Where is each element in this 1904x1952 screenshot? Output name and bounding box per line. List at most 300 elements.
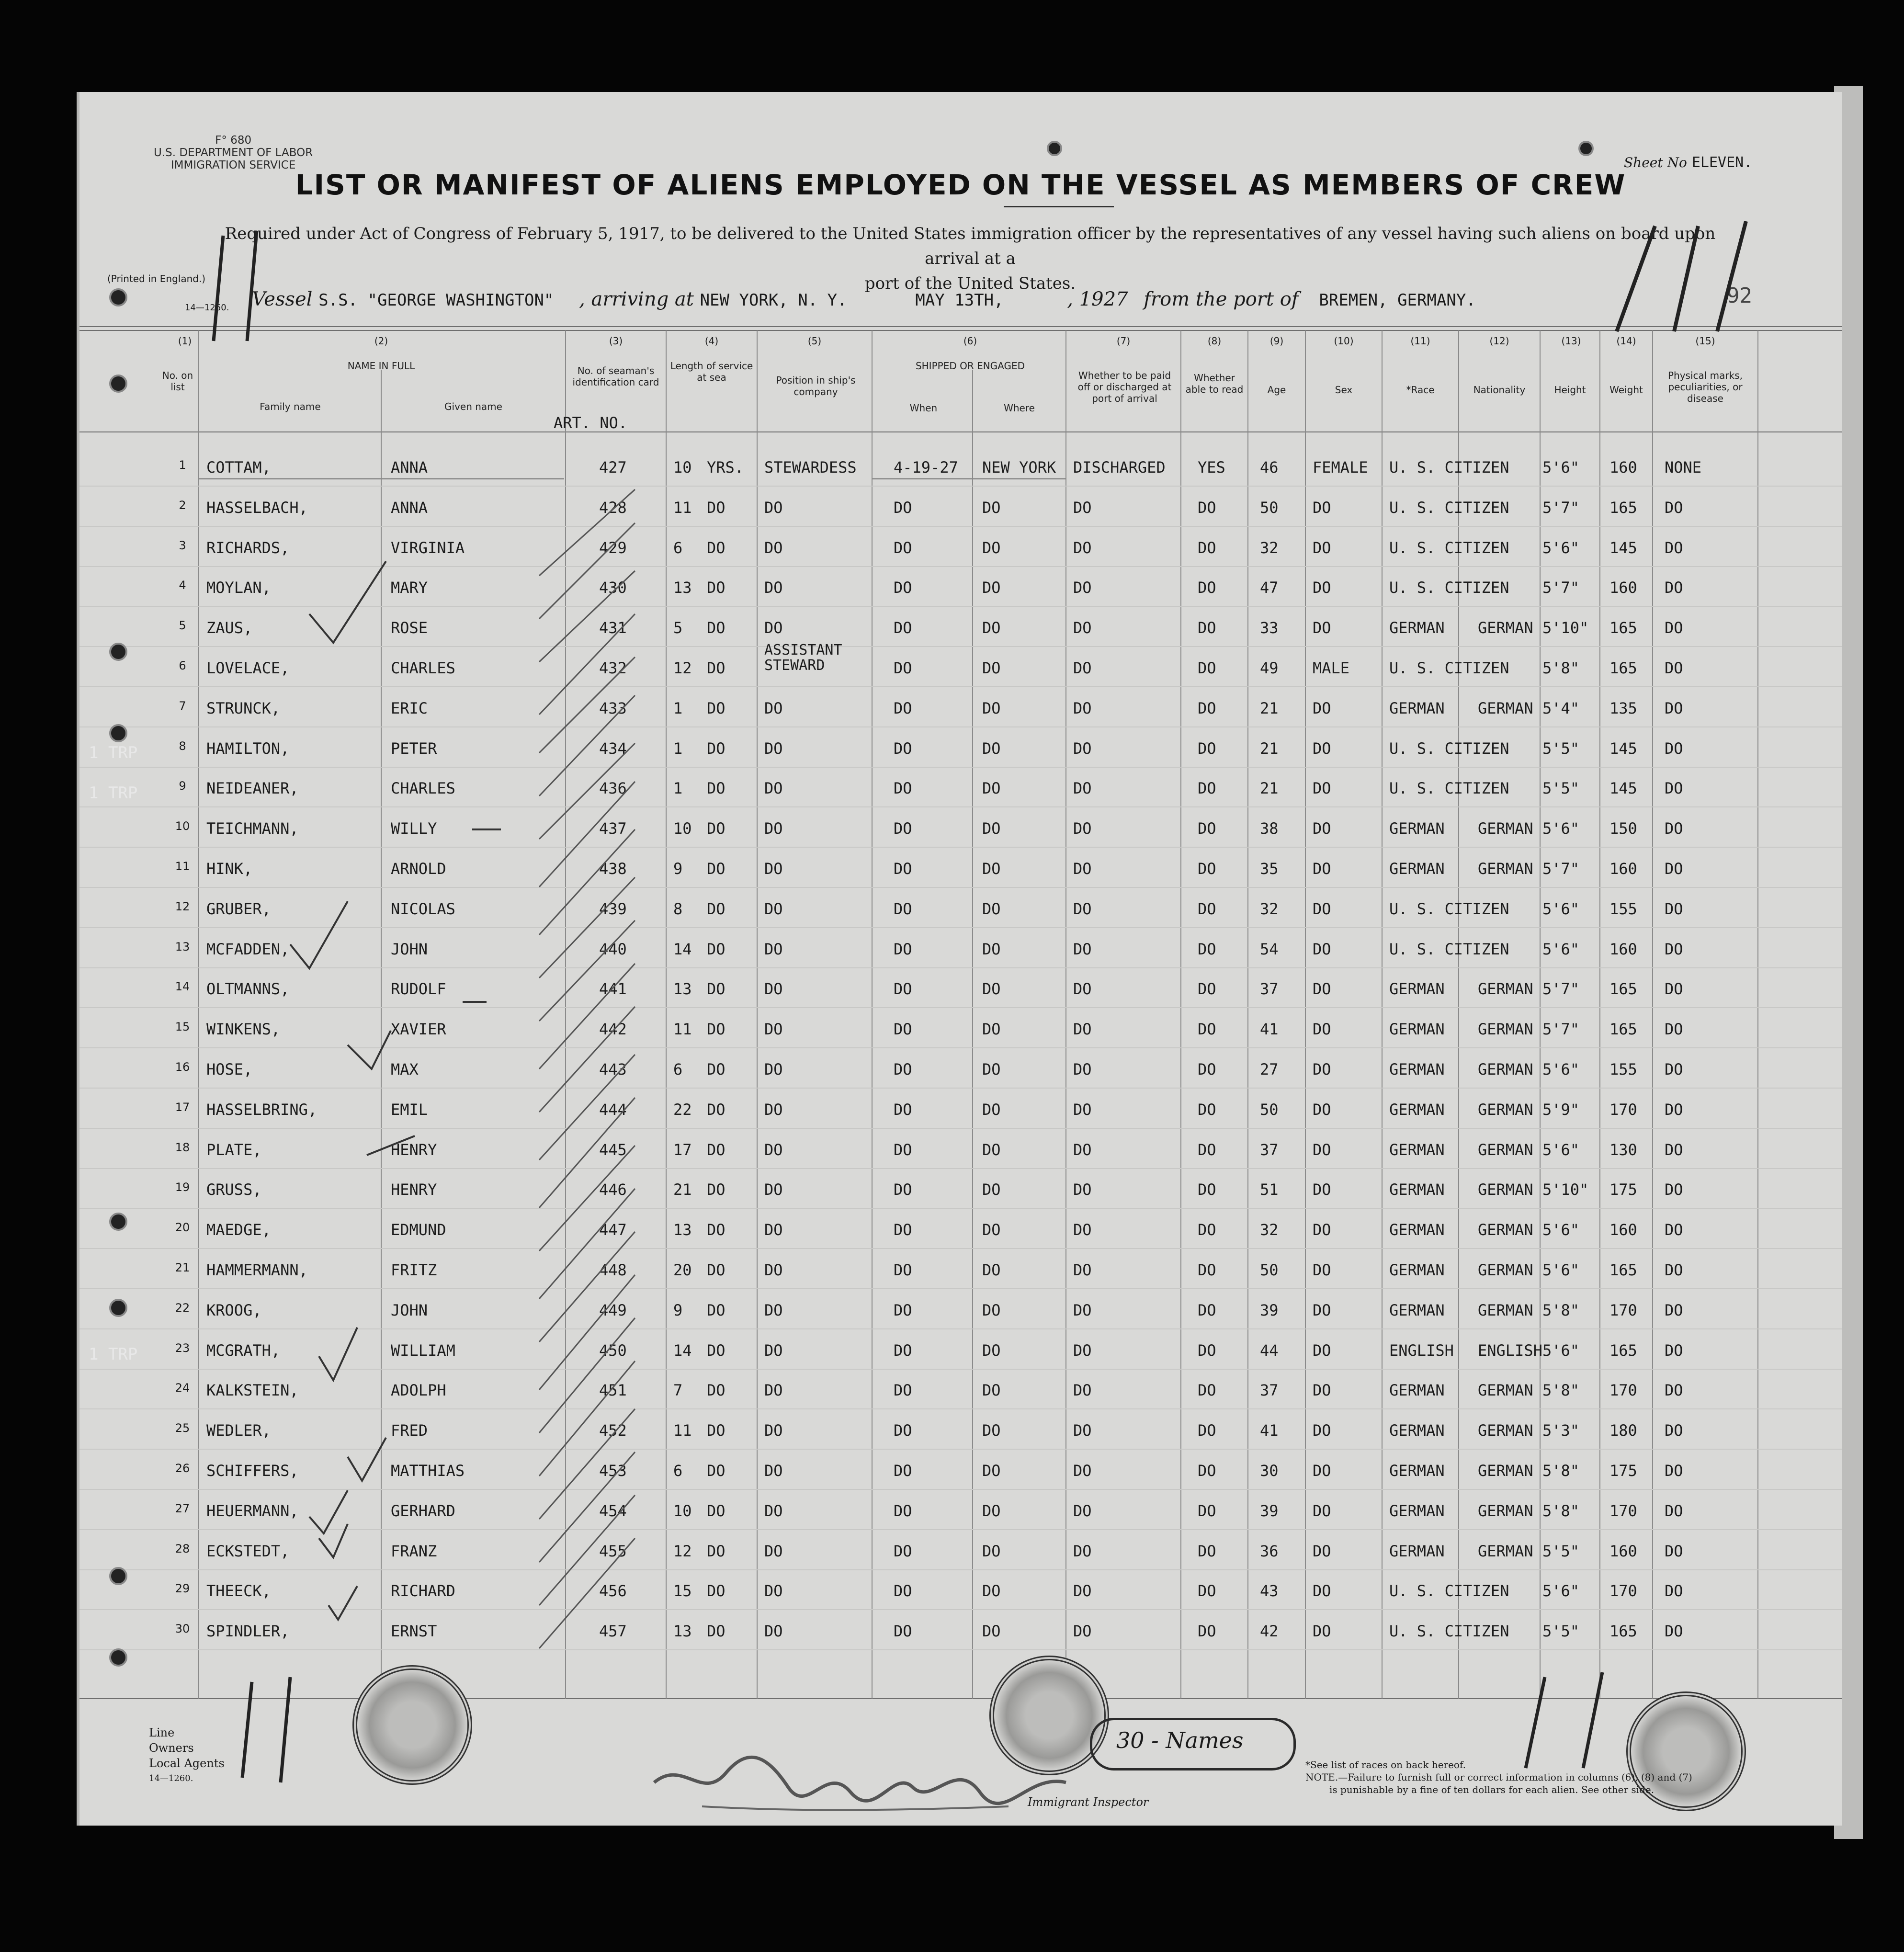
weight: 175 xyxy=(1609,1180,1637,1199)
paid-off: DO xyxy=(1073,1501,1092,1520)
height: 5'8" xyxy=(1542,1462,1580,1480)
shipped-where: DO xyxy=(982,1261,1001,1279)
age: 21 xyxy=(1260,699,1279,717)
position: DO xyxy=(764,498,783,517)
able-to-read: DO xyxy=(1198,1100,1216,1119)
service-length: 17 xyxy=(673,1140,692,1159)
shipped-where: DO xyxy=(982,538,1001,557)
shipped-where: DO xyxy=(982,1221,1001,1239)
physical-marks: DO xyxy=(1665,1421,1683,1440)
service-length: 9 xyxy=(673,860,683,878)
id-card-number: 443 xyxy=(599,1060,627,1078)
given-name: JOHN xyxy=(391,940,428,958)
row-number: 13 xyxy=(175,940,190,953)
col-num-11: (11) xyxy=(1410,335,1430,347)
sex: DO xyxy=(1313,1542,1331,1560)
sex: DO xyxy=(1313,1341,1331,1360)
given-name: ADOLPH xyxy=(391,1381,446,1400)
shipped-where: DO xyxy=(982,1100,1001,1119)
shipped-where: DO xyxy=(982,1341,1001,1360)
department-name: U.S. DEPARTMENT OF LABOR xyxy=(154,147,313,159)
race: GERMAN xyxy=(1389,1261,1445,1279)
physical-marks: DO xyxy=(1665,1020,1683,1039)
col-num-1: (1) xyxy=(178,335,192,347)
physical-marks: DO xyxy=(1665,940,1683,958)
sex: DO xyxy=(1313,860,1331,878)
service-unit: DO xyxy=(707,1421,725,1440)
family-name: HASSELBACH, xyxy=(206,498,308,517)
service-unit: DO xyxy=(707,699,725,717)
paid-off: DO xyxy=(1073,1301,1092,1319)
shipped-where: DO xyxy=(982,1622,1001,1641)
able-to-read: DO xyxy=(1198,619,1216,637)
physical-marks: DO xyxy=(1665,739,1683,758)
family-name: NEIDEANER, xyxy=(206,779,299,798)
race: GERMAN xyxy=(1389,1060,1445,1078)
row-number: 25 xyxy=(175,1421,190,1435)
position: DO xyxy=(764,779,783,798)
race: U. S. CITIZEN xyxy=(1389,538,1509,557)
race: GERMAN xyxy=(1389,819,1445,838)
family-name: MCFADDEN, xyxy=(206,940,290,958)
footer-code: 14—1260. xyxy=(149,1773,193,1783)
physical-marks: DO xyxy=(1665,1301,1683,1319)
race: GERMAN xyxy=(1389,1381,1445,1400)
row-number: 15 xyxy=(175,1020,190,1034)
height: 5'10" xyxy=(1542,619,1589,637)
given-name: ERIC xyxy=(391,699,428,717)
service-length: 1 xyxy=(673,779,683,798)
position: DO xyxy=(764,739,783,758)
service-length: 21 xyxy=(673,1180,692,1199)
requirement-line-1: Required under Act of Congress of February 5, 1917, to be delivered to the United States immigration officer by the representatives of any vessel having such aliens on board upon arrival at a xyxy=(225,224,1716,268)
col-num-4: (4) xyxy=(704,335,719,347)
shipped-when: DO xyxy=(894,1100,912,1119)
header-height: Height xyxy=(1554,384,1586,396)
able-to-read: DO xyxy=(1198,1020,1216,1039)
family-name: WINKENS, xyxy=(206,1020,281,1039)
row-number: 8 xyxy=(179,739,186,753)
shipped-where: NEW YORK xyxy=(982,458,1056,477)
service-length: 13 xyxy=(673,980,692,999)
age: 32 xyxy=(1260,538,1279,557)
sex: DO xyxy=(1313,899,1331,918)
nationality: GERMAN xyxy=(1478,980,1533,999)
race: GERMAN xyxy=(1389,980,1445,999)
service-unit: DO xyxy=(707,1140,725,1159)
paid-off: DO xyxy=(1073,980,1092,999)
page-stamp: 92 xyxy=(1727,284,1752,308)
header-paid-off: Whether to be paid off or discharged at port of arrival xyxy=(1077,370,1172,404)
height: 5'7" xyxy=(1542,579,1580,597)
col-num-7: (7) xyxy=(1116,335,1131,347)
shipped-when: DO xyxy=(894,739,912,758)
header-id-card: No. of seaman's identification card xyxy=(572,365,659,388)
family-name: TEICHMANN, xyxy=(206,819,299,838)
race: GERMAN xyxy=(1389,1020,1445,1039)
sex: MALE xyxy=(1313,659,1350,677)
service-length: 10 xyxy=(673,1501,692,1520)
physical-marks: DO xyxy=(1665,899,1683,918)
given-name: CHARLES xyxy=(391,779,455,798)
arriving-label: , arriving at xyxy=(579,288,694,310)
able-to-read: DO xyxy=(1198,1381,1216,1400)
service-unit: DO xyxy=(707,619,725,637)
physical-marks: DO xyxy=(1665,1341,1683,1360)
id-card-number: 451 xyxy=(599,1381,627,1400)
col-num-2: (2) xyxy=(374,335,388,347)
from-port-label: from the port of xyxy=(1144,288,1299,310)
service-length: 13 xyxy=(673,1221,692,1239)
age: 33 xyxy=(1260,619,1279,637)
row-number: 20 xyxy=(175,1221,190,1235)
header-where: Where xyxy=(1004,402,1035,414)
shipped-where: DO xyxy=(982,659,1001,677)
nationality: GERMAN xyxy=(1478,860,1533,878)
header-family-name: Family name xyxy=(260,401,321,412)
given-name: ANNA xyxy=(391,458,428,477)
shipped-when: DO xyxy=(894,940,912,958)
service-length: 11 xyxy=(673,1421,692,1440)
age: 37 xyxy=(1260,1140,1279,1159)
shipped-where: DO xyxy=(982,860,1001,878)
footer-owners-label: Owners xyxy=(149,1741,194,1755)
service-unit: DO xyxy=(707,980,725,999)
service-length: 8 xyxy=(673,899,683,918)
sex: FEMALE xyxy=(1313,458,1368,477)
sex: DO xyxy=(1313,538,1331,557)
race: U. S. CITIZEN xyxy=(1389,659,1509,677)
race: GERMAN xyxy=(1389,860,1445,878)
id-card-number: 439 xyxy=(599,899,627,918)
sex: DO xyxy=(1313,1301,1331,1319)
col-num-13: (13) xyxy=(1561,335,1581,347)
position: DO xyxy=(764,980,783,999)
sex: DO xyxy=(1313,739,1331,758)
height: 5'5" xyxy=(1542,739,1580,758)
row-number: 19 xyxy=(175,1180,190,1194)
id-card-number: 450 xyxy=(599,1341,627,1360)
service-length: 12 xyxy=(673,659,692,677)
shipped-when: DO xyxy=(894,1180,912,1199)
shipped-where: DO xyxy=(982,980,1001,999)
race: U. S. CITIZEN xyxy=(1389,498,1509,517)
height: 5'6" xyxy=(1542,819,1580,838)
service-length: 12 xyxy=(673,1542,692,1560)
weight: 155 xyxy=(1609,899,1637,918)
service-length: 6 xyxy=(673,538,683,557)
sex: DO xyxy=(1313,1381,1331,1400)
weight: 145 xyxy=(1609,739,1637,758)
race: GERMAN xyxy=(1389,1301,1445,1319)
paid-off: DO xyxy=(1073,940,1092,958)
given-name: HENRY xyxy=(391,1180,437,1199)
service-unit: DO xyxy=(707,579,725,597)
service-unit: DO xyxy=(707,1381,725,1400)
manifest-sheet xyxy=(77,92,1842,1826)
weight: 170 xyxy=(1609,1501,1637,1520)
position: DO xyxy=(764,899,783,918)
service-length: 15 xyxy=(673,1582,692,1600)
age: 41 xyxy=(1260,1020,1279,1039)
row-number: 23 xyxy=(175,1341,190,1355)
id-card-number: 432 xyxy=(599,659,627,677)
service-length: 5 xyxy=(673,619,683,637)
sex: DO xyxy=(1313,1100,1331,1119)
able-to-read: DO xyxy=(1198,1462,1216,1480)
service-length: 11 xyxy=(673,498,692,517)
shipped-where: DO xyxy=(982,819,1001,838)
able-to-read: DO xyxy=(1198,699,1216,717)
height: 5'5" xyxy=(1542,779,1580,798)
row-number: 9 xyxy=(179,779,186,793)
age: 21 xyxy=(1260,739,1279,758)
height: 5'8" xyxy=(1542,1301,1580,1319)
service-unit: DO xyxy=(707,498,725,517)
footer-line-label: Line xyxy=(149,1726,175,1739)
weight: 130 xyxy=(1609,1140,1637,1159)
shipped-where: DO xyxy=(982,899,1001,918)
service-length: 13 xyxy=(673,579,692,597)
height: 5'4" xyxy=(1542,699,1580,717)
family-name: SCHIFFERS, xyxy=(206,1462,299,1480)
id-card-number: 430 xyxy=(599,579,627,597)
nationality: GERMAN xyxy=(1478,699,1533,717)
age: 42 xyxy=(1260,1622,1279,1641)
service-length: 9 xyxy=(673,1301,683,1319)
nationality: GERMAN xyxy=(1478,1100,1533,1119)
age: 39 xyxy=(1260,1501,1279,1520)
print-code: 14—1260. xyxy=(185,303,229,313)
able-to-read: DO xyxy=(1198,1261,1216,1279)
id-card-number: 454 xyxy=(599,1501,627,1520)
race: GERMAN xyxy=(1389,1421,1445,1440)
able-to-read: DO xyxy=(1198,1622,1216,1641)
vessel-name: S.S. "GEORGE WASHINGTON" xyxy=(318,291,554,310)
height: 5'6" xyxy=(1542,1582,1580,1600)
shipped-where: DO xyxy=(982,779,1001,798)
height: 5'5" xyxy=(1542,1622,1580,1641)
physical-marks: DO xyxy=(1665,1462,1683,1480)
col-num-12: (12) xyxy=(1489,335,1509,347)
arriving-port: NEW YORK, N. Y. xyxy=(700,291,847,310)
paid-off: DO xyxy=(1073,1060,1092,1078)
weight: 165 xyxy=(1609,659,1637,677)
given-name: FRITZ xyxy=(391,1261,437,1279)
nationality: GERMAN xyxy=(1478,1421,1533,1440)
shipped-when: DO xyxy=(894,819,912,838)
service-length: 7 xyxy=(673,1381,683,1400)
service-unit: DO xyxy=(707,1301,725,1319)
service-length: 14 xyxy=(673,1341,692,1360)
age: 41 xyxy=(1260,1421,1279,1440)
service-length: 1 xyxy=(673,699,683,717)
shipped-when: DO xyxy=(894,1582,912,1600)
weight: 165 xyxy=(1609,1261,1637,1279)
paid-off: DO xyxy=(1073,1622,1092,1641)
service-length: 22 xyxy=(673,1100,692,1119)
sex: DO xyxy=(1313,1221,1331,1239)
family-name: PLATE, xyxy=(206,1140,262,1159)
header-age: Age xyxy=(1267,384,1286,396)
weight: 165 xyxy=(1609,498,1637,517)
service-length: 20 xyxy=(673,1261,692,1279)
race: U. S. CITIZEN xyxy=(1389,899,1509,918)
height: 5'7" xyxy=(1542,860,1580,878)
height: 5'8" xyxy=(1542,659,1580,677)
weight: 145 xyxy=(1609,538,1637,557)
paid-off: DISCHARGED xyxy=(1073,458,1166,477)
id-card-number: 452 xyxy=(599,1421,627,1440)
position: DO xyxy=(764,1301,783,1319)
position: DO xyxy=(764,538,783,557)
service-name: IMMIGRATION SERVICE xyxy=(170,159,296,171)
given-name: GERHARD xyxy=(391,1501,455,1520)
weight: 165 xyxy=(1609,1341,1637,1360)
race: GERMAN xyxy=(1389,1501,1445,1520)
shipped-when: DO xyxy=(894,899,912,918)
service-length: 11 xyxy=(673,1020,692,1039)
shipped-where: DO xyxy=(982,1020,1001,1039)
service-length: 10 xyxy=(673,819,692,838)
weight: 180 xyxy=(1609,1421,1637,1440)
shipped-where: DO xyxy=(982,1140,1001,1159)
family-name: COTTAM, xyxy=(206,458,271,477)
physical-marks: DO xyxy=(1665,1261,1683,1279)
shipped-where: DO xyxy=(982,739,1001,758)
able-to-read: DO xyxy=(1198,1501,1216,1520)
given-name: ERNST xyxy=(391,1622,437,1641)
given-name: FRANZ xyxy=(391,1542,437,1560)
service-unit: DO xyxy=(707,1462,725,1480)
requirement-line-2: port of the United States. xyxy=(864,274,1076,293)
nationality: GERMAN xyxy=(1478,1301,1533,1319)
given-name: NICOLAS xyxy=(391,899,455,918)
shipped-where: DO xyxy=(982,1582,1001,1600)
row-number: 29 xyxy=(175,1582,190,1596)
position: DO xyxy=(764,1622,783,1641)
service-unit: DO xyxy=(707,860,725,878)
check-marks-overlay xyxy=(79,92,1842,1826)
family-name: HEUERMANN, xyxy=(206,1501,299,1520)
row-number: 18 xyxy=(175,1140,190,1154)
paid-off: DO xyxy=(1073,860,1092,878)
age: 39 xyxy=(1260,1301,1279,1319)
header-no-on-list: No. on list xyxy=(162,370,193,393)
shipped-when: DO xyxy=(894,1341,912,1360)
sex: DO xyxy=(1313,619,1331,637)
physical-marks: DO xyxy=(1665,1221,1683,1239)
header-race: *Race xyxy=(1406,384,1435,396)
nationality: GERMAN xyxy=(1478,819,1533,838)
sex: DO xyxy=(1313,498,1331,517)
shipped-when: DO xyxy=(894,1622,912,1641)
shipped-where: DO xyxy=(982,1542,1001,1560)
row-number: 7 xyxy=(179,699,186,713)
weight: 160 xyxy=(1609,458,1637,477)
col-num-9: (9) xyxy=(1269,335,1284,347)
paid-off: DO xyxy=(1073,619,1092,637)
height: 5'6" xyxy=(1542,458,1580,477)
position: DO xyxy=(764,1501,783,1520)
shipped-when: DO xyxy=(894,579,912,597)
shipped-when: DO xyxy=(894,1381,912,1400)
sex: DO xyxy=(1313,579,1331,597)
physical-marks: DO xyxy=(1665,659,1683,677)
paid-off: DO xyxy=(1073,1100,1092,1119)
form-number: F° 680 xyxy=(215,134,252,147)
age: 51 xyxy=(1260,1180,1279,1199)
id-card-number: 448 xyxy=(599,1261,627,1279)
service-unit: DO xyxy=(707,1622,725,1641)
service-unit: DO xyxy=(707,940,725,958)
physical-marks: DO xyxy=(1665,779,1683,798)
position: DO xyxy=(764,1180,783,1199)
service-unit: DO xyxy=(707,538,725,557)
paid-off: DO xyxy=(1073,1020,1092,1039)
header-name-in-full: NAME IN FULL xyxy=(347,360,415,372)
id-card-number: 429 xyxy=(599,538,627,557)
paid-off: DO xyxy=(1073,579,1092,597)
shipped-when: DO xyxy=(894,860,912,878)
weight: 150 xyxy=(1609,819,1637,838)
row-number: 26 xyxy=(175,1462,190,1475)
family-name: HASSELBRING, xyxy=(206,1100,317,1119)
id-card-number: 453 xyxy=(599,1462,627,1480)
weight: 170 xyxy=(1609,1381,1637,1400)
sex: DO xyxy=(1313,980,1331,999)
position: DO xyxy=(764,1341,783,1360)
art-no-label: ART. NO. xyxy=(554,414,628,432)
physical-marks: DO xyxy=(1665,1622,1683,1641)
able-to-read: DO xyxy=(1198,538,1216,557)
given-name: ROSE xyxy=(391,619,428,637)
height: 5'6" xyxy=(1542,1261,1580,1279)
service-unit: YRS. xyxy=(707,458,744,477)
paid-off: DO xyxy=(1073,498,1092,517)
family-name: HAMMERMANN, xyxy=(206,1261,308,1279)
given-name: MAX xyxy=(391,1060,419,1078)
able-to-read: DO xyxy=(1198,819,1216,838)
id-card-number: 436 xyxy=(599,779,627,798)
service-unit: DO xyxy=(707,1060,725,1078)
weight: 170 xyxy=(1609,1582,1637,1600)
height: 5'10" xyxy=(1542,1180,1589,1199)
position: STEWARDESS xyxy=(764,458,857,477)
col-num-14: (14) xyxy=(1616,335,1636,347)
id-card-number: 431 xyxy=(599,619,627,637)
position: DO xyxy=(764,699,783,717)
race: U. S. CITIZEN xyxy=(1389,1622,1509,1641)
physical-marks: DO xyxy=(1665,1582,1683,1600)
sex: DO xyxy=(1313,1020,1331,1039)
weight: 165 xyxy=(1609,1020,1637,1039)
position: DO xyxy=(764,1542,783,1560)
row-number: 28 xyxy=(175,1542,190,1555)
height: 5'8" xyxy=(1542,1381,1580,1400)
age: 46 xyxy=(1260,458,1279,477)
service-length: 13 xyxy=(673,1622,692,1641)
age: 43 xyxy=(1260,1582,1279,1600)
able-to-read: DO xyxy=(1198,1582,1216,1600)
able-to-read: DO xyxy=(1198,1140,1216,1159)
shipped-when: DO xyxy=(894,659,912,677)
row-number: 24 xyxy=(175,1381,190,1395)
paid-off: DO xyxy=(1073,1140,1092,1159)
given-name: JOHN xyxy=(391,1301,428,1319)
able-to-read: DO xyxy=(1198,579,1216,597)
names-count: 30 - Names xyxy=(1116,1727,1244,1753)
